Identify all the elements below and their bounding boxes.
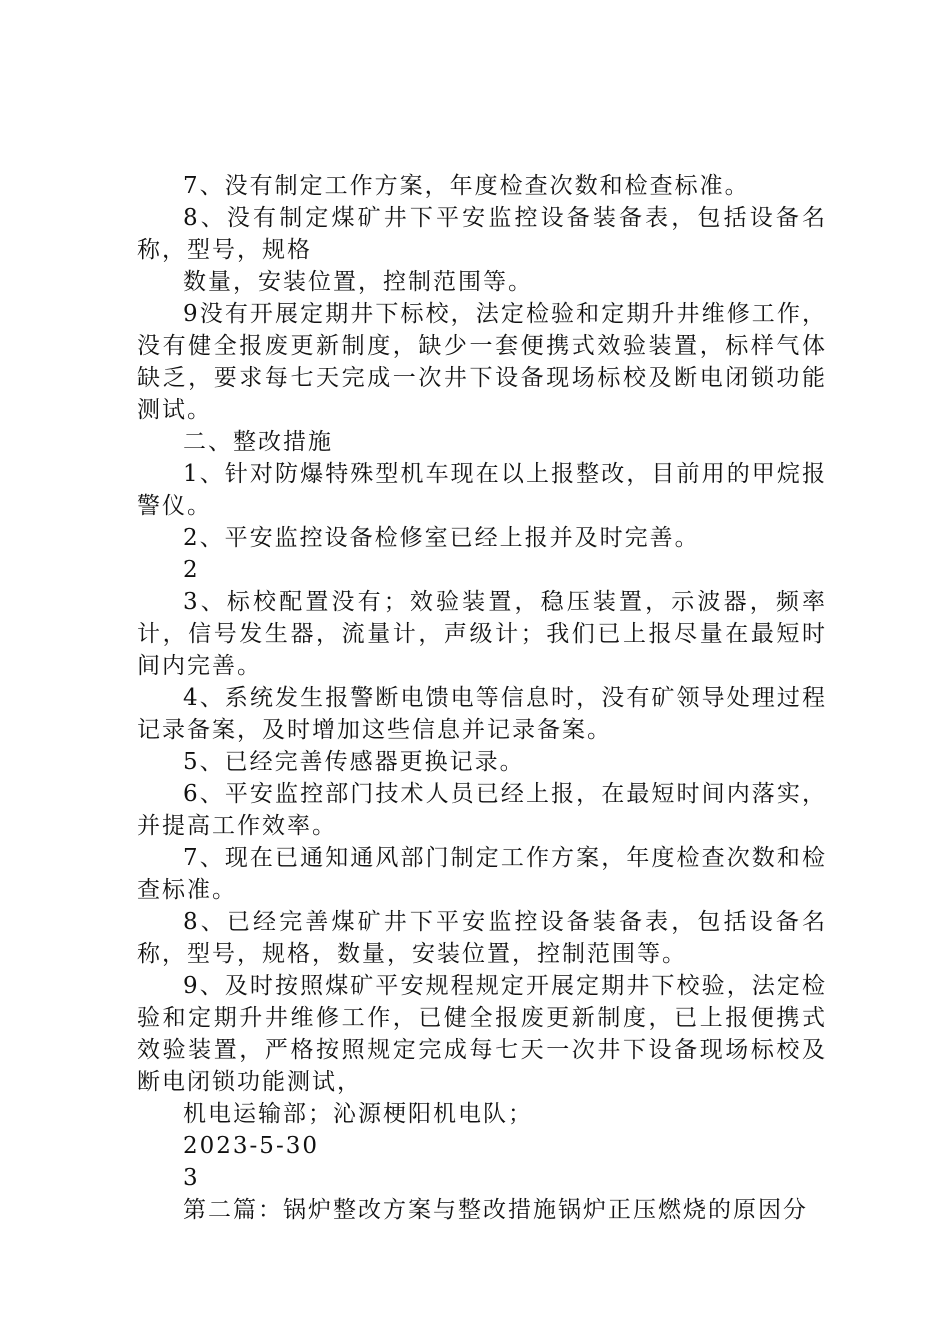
next-article-title: 第二篇：锅炉整改方案与整改措施锅炉正压燃烧的原因分 <box>183 1197 808 1223</box>
paragraph-item-8: 8、没有制定煤矿井下平安监控设备装备表，包括设备名称，型号，规格 <box>137 205 827 263</box>
measure-item-6: 6、平安监控部门技术人员已经上报，在最短时间内落实，并提高工作效率。 <box>137 781 827 839</box>
measure-item-2: 2、平安监控设备检修室已经上报并及时完善。 <box>183 525 700 551</box>
section-heading-rectification: 二、整改措施 <box>183 429 333 455</box>
paragraph-continuation: 数量，安装位置，控制范围等。 <box>183 269 533 295</box>
measure-item-8: 8、已经完善煤矿井下平安监控设备装备表，包括设备名称，型号，规格，数量，安装位置，控制范围等。 <box>137 909 827 967</box>
measure-item-3: 3、标校配置没有；效验装置，稳压装置，示波器，频率计，信号发生器，流量计，声级计；我们已上报尽量在最短时间内完善。 <box>137 589 827 679</box>
measure-item-1: 1、针对防爆特殊型机车现在以上报整改，目前用的甲烷报警仪。 <box>137 461 827 519</box>
department-signature: 机电运输部；沁源梗阳机电队； <box>183 1101 533 1127</box>
page-number: 3 <box>183 1165 200 1191</box>
paragraph-item-7: 7、没有制定工作方案，年度检查次数和检查标准。 <box>183 173 750 199</box>
page-number: 2 <box>183 557 200 583</box>
measure-item-4: 4、系统发生报警断电馈电等信息时，没有矿领导处理过程记录备案，及时增加这些信息并记录备案。 <box>137 685 827 743</box>
document-date: 2023-5-30 <box>183 1133 319 1159</box>
paragraph-item-9: 9没有开展定期井下标校，法定检验和定期升井维修工作，没有健全报废更新制度，缺少一套便携式效验装置，标样气体缺乏，要求每七天完成一次井下设备现场标校及断电闭锁功能测试。 <box>137 301 827 423</box>
document-body <box>137 170 827 1226</box>
measure-item-5: 5、已经完善传感器更换记录。 <box>183 749 525 775</box>
measure-item-9: 9、及时按照煤矿平安规程规定开展定期井下校验，法定检验和定期升井维修工作，已健全报废更新制度，已上报便携式效验装置，严格按照规定完成每七天一次井下设备现场标校及断电闭锁功能测试， <box>137 973 827 1095</box>
measure-item-7: 7、现在已通知通风部门制定工作方案，年度检查次数和检查标准。 <box>137 845 827 903</box>
